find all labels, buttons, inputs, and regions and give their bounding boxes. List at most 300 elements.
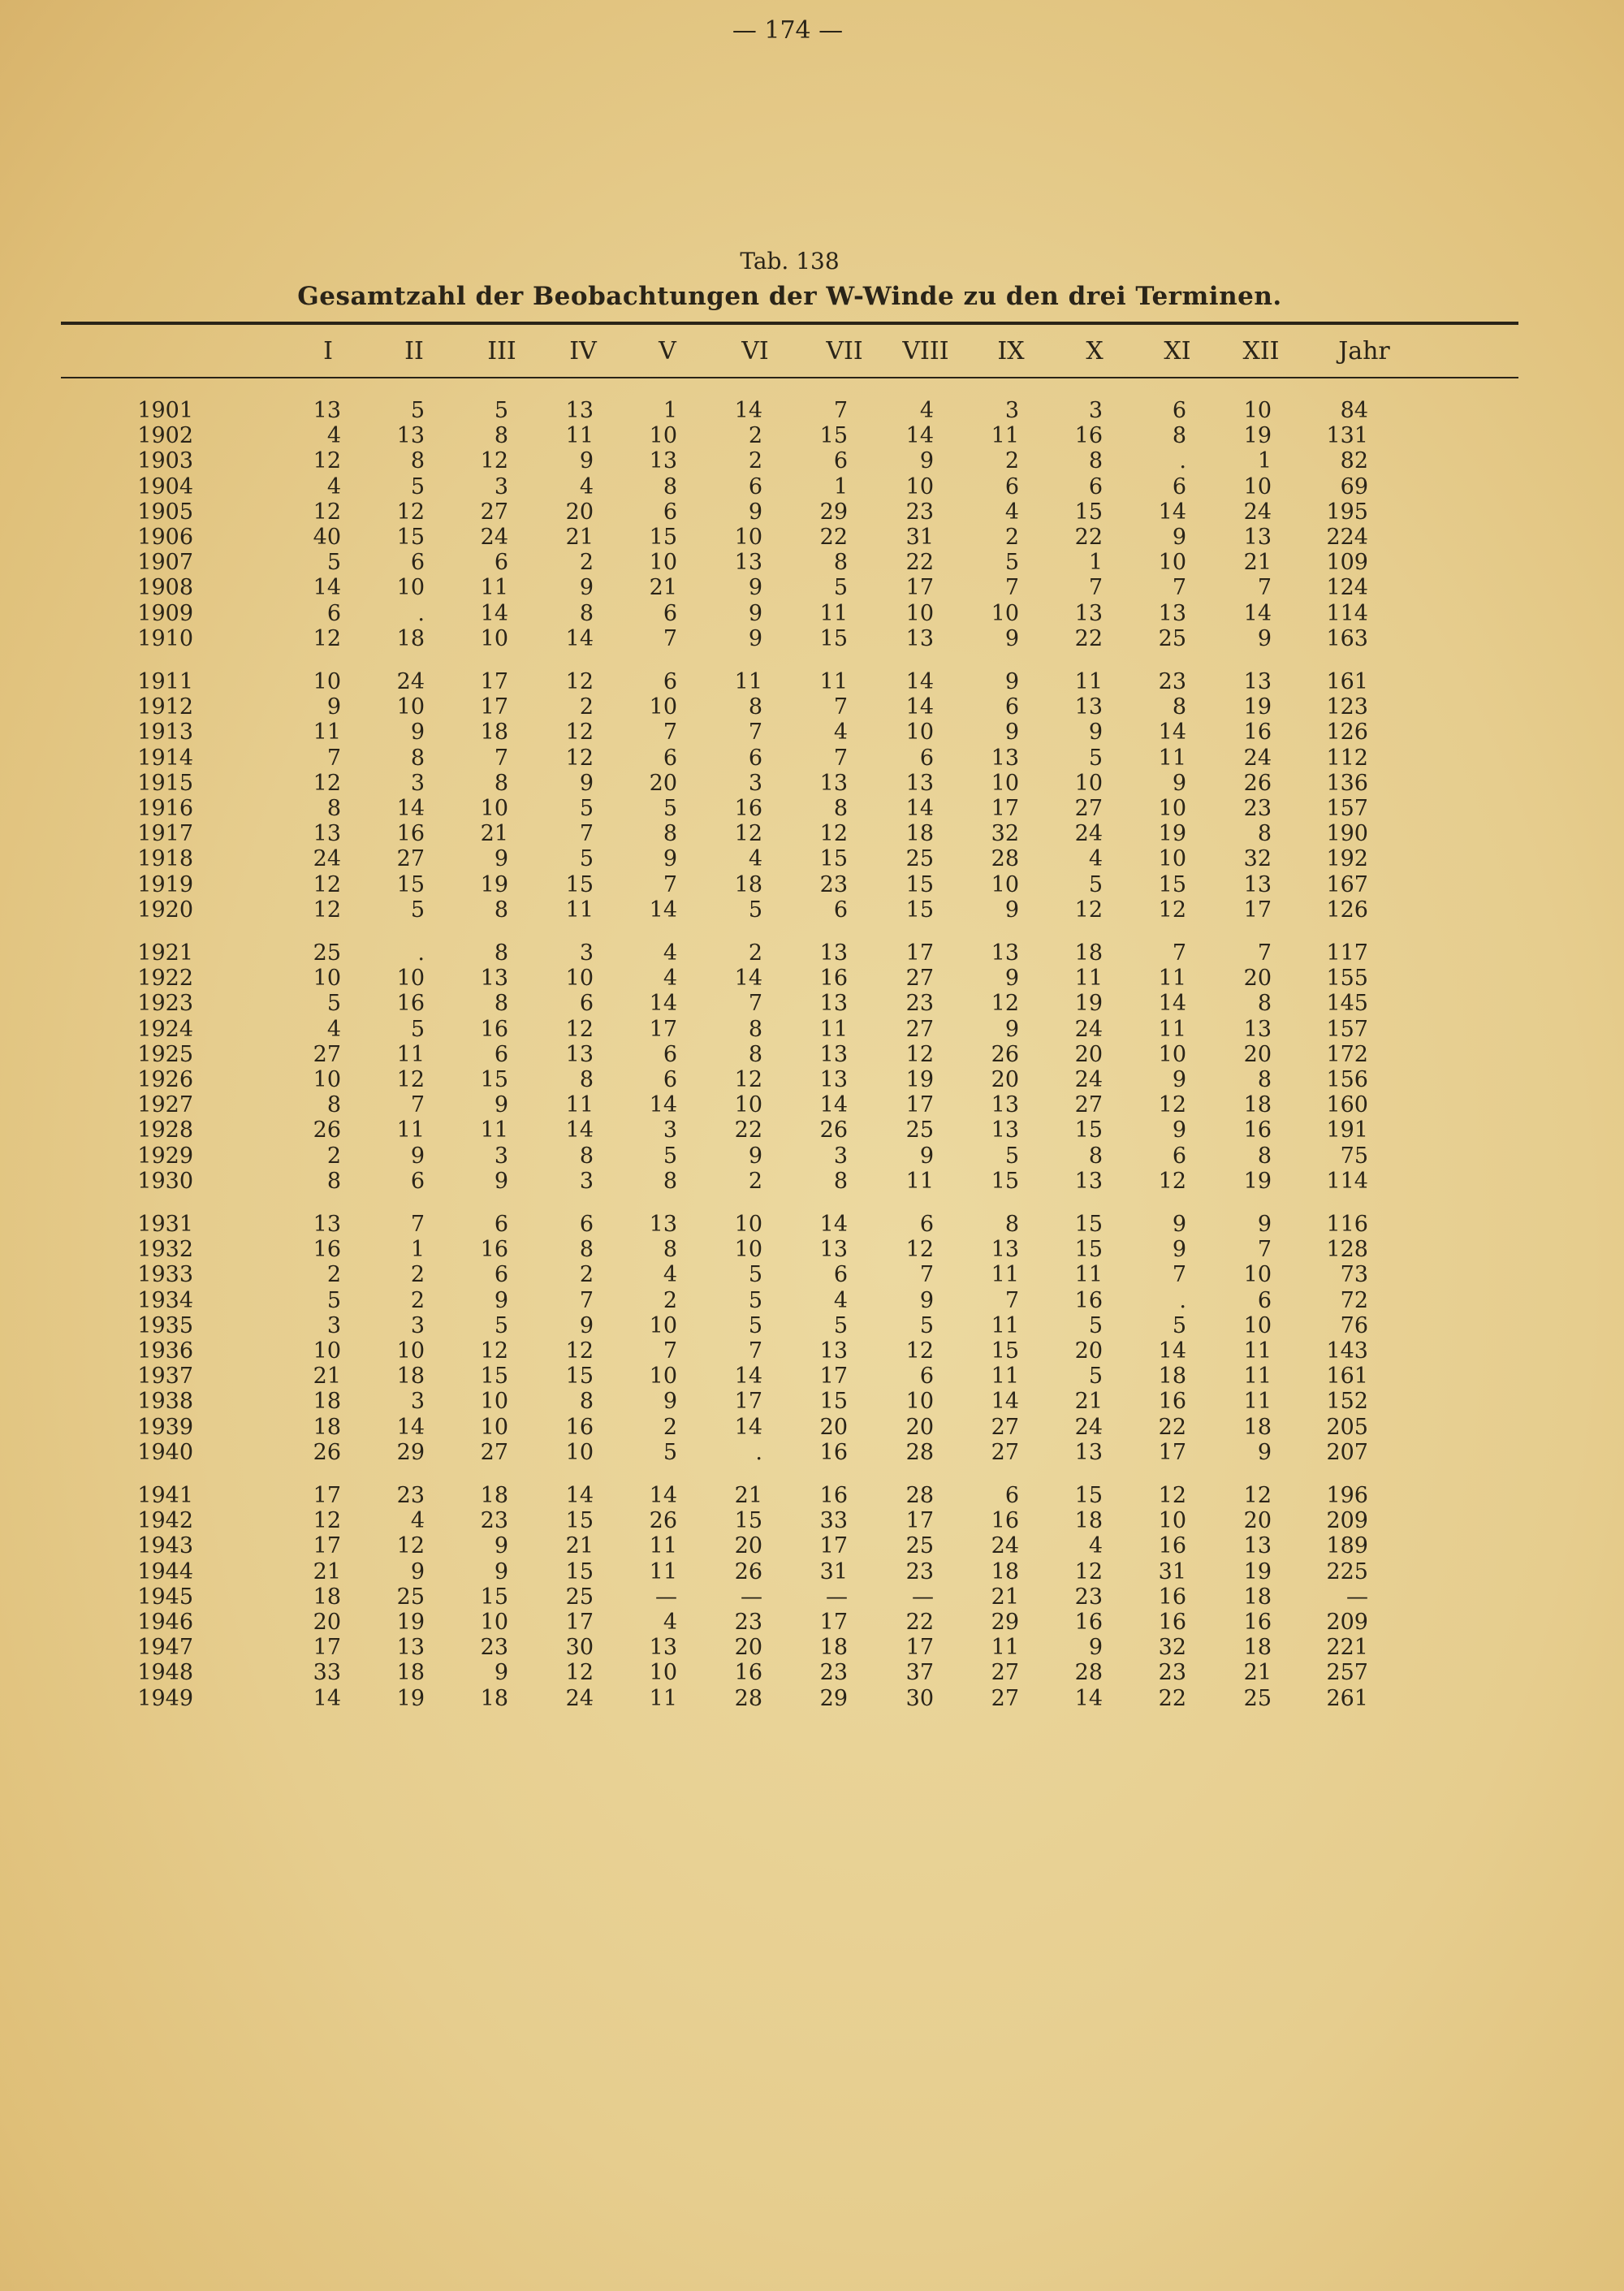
table-cell: 9 [1004,720,1019,746]
table-cell: 15 [819,846,848,872]
row-year: 1910 [137,625,193,651]
table-cell: 9 [494,1533,508,1559]
table-cell: 19 [1243,1168,1272,1194]
table-cell: 163 [1326,625,1368,651]
table-cell: 11 [565,423,594,449]
table-cell: 23 [734,1610,762,1635]
table-cell: 12 [905,1041,934,1067]
table-cell: 28 [734,1685,762,1711]
table-row [0,1212,1624,1237]
table-row [0,966,1624,991]
row-year: 1947 [137,1635,193,1661]
table-cell: . [417,940,425,966]
table-cell: 9 [1257,625,1272,651]
table-cell: 13 [1074,694,1103,720]
table-cell: 17 [313,1533,341,1559]
table-cell: 13 [819,1338,848,1364]
table-cell: 21 [565,1533,594,1559]
table-cell: 10 [313,1067,341,1092]
table-row [0,1262,1624,1287]
table-cell: 14 [905,423,934,449]
table-row [0,940,1624,966]
table-cell: 16 [565,1414,594,1440]
table-cell: 225 [1326,1558,1368,1584]
table-cell: 15 [649,525,677,550]
table-cell: 27 [396,846,425,872]
table-cell: 12 [905,1338,934,1364]
table-cell: 9 [748,1143,762,1169]
table-cell: 109 [1326,550,1368,576]
table-cell: 25 [905,1533,934,1559]
table-cell: 11 [905,1168,934,1194]
table-cell: 8 [748,1041,762,1067]
row-year: 1905 [137,499,193,525]
table-cell: 7 [579,1287,594,1313]
table-cell: 6 [663,600,677,626]
table-cell: 8 [494,991,508,1017]
table-cell: 12 [565,1660,594,1686]
row-year: 1914 [137,745,193,771]
table-cell: 12 [313,871,341,897]
table-cell: 10 [396,966,425,992]
table-cell: 15 [1074,1117,1103,1143]
table-cell: 20 [991,1067,1019,1092]
table-cell: 196 [1326,1483,1368,1508]
table-cell: 16 [819,966,848,992]
table-cell: 15 [905,871,934,897]
table-cell: 4 [1088,846,1103,872]
table-cell: 2 [579,694,594,720]
table-cell: 2 [748,1168,762,1194]
table-cell: 9 [1257,1439,1272,1465]
table-cell: 16 [1243,1117,1272,1143]
table-row [0,398,1624,423]
table-cell: 11 [991,1635,1019,1661]
table-cell: 1 [833,473,848,499]
table-cell: 17 [905,940,934,966]
table-cell: 9 [1172,1237,1186,1263]
table-cell: 14 [649,991,677,1017]
table-cell: 12 [1243,1483,1272,1508]
table-cell: 6 [663,1067,677,1092]
row-year: 1948 [137,1660,193,1686]
row-year: 1927 [137,1092,193,1118]
table-cell: 21 [734,1483,762,1508]
table-cell: 8 [1257,1143,1272,1169]
table-cell: 5 [326,550,341,576]
table-cell: 7 [748,991,762,1017]
table-cell: 195 [1326,499,1368,525]
table-cell: 27 [313,1041,341,1067]
table-cell: 15 [991,1338,1019,1364]
table-cell: 18 [1074,940,1103,966]
table-cell: 14 [480,600,508,626]
table-cell: 16 [734,796,762,821]
table-row [0,796,1624,821]
table-cell: 22 [1158,1414,1186,1440]
table-cell: 143 [1326,1338,1368,1364]
row-year: 1911 [137,669,193,694]
table-cell: 12 [480,448,508,474]
table-cell: — [655,1584,677,1610]
table-cell: 13 [1243,669,1272,694]
table-row [0,1559,1624,1584]
row-year: 1937 [137,1364,193,1390]
table-cell: 15 [1074,499,1103,525]
table-cell: 6 [326,600,341,626]
row-year: 1923 [137,991,193,1017]
table-cell: 25 [565,1584,594,1610]
table-cell: 7 [833,745,848,771]
table-cell: 16 [819,1483,848,1508]
table-cell: 8 [1257,821,1272,847]
table-cell: 156 [1326,1067,1368,1092]
table-cell: 25 [1158,625,1186,651]
table-cell: 29 [396,1439,425,1465]
table-cell: 24 [565,1685,594,1711]
table-cell: 14 [396,796,425,821]
table-cell: 11 [565,897,594,923]
table-cell: 7 [1004,575,1019,601]
table-cell: 4 [1004,499,1019,525]
table-cell: 5 [748,1287,762,1313]
table-cell: 12 [396,499,425,525]
row-year: 1925 [137,1041,193,1067]
table-cell: 5 [494,1312,508,1338]
table-cell: 11 [1074,1262,1103,1288]
table-cell: 10 [734,1212,762,1237]
table-cell: 6 [579,1212,594,1237]
table-cell: 13 [1243,871,1272,897]
table-cell: 5 [326,1287,341,1313]
table-cell: 9 [1004,966,1019,992]
table-cell: 19 [1243,694,1272,720]
table-cell: 7 [1257,940,1272,966]
table-cell: 10 [1158,846,1186,872]
table-cell: 8 [748,694,762,720]
table-cell: 16 [1158,1584,1186,1610]
table-cell: 15 [905,897,934,923]
table-cell: 9 [1004,625,1019,651]
table-cell: 5 [1088,871,1103,897]
table-cell: 10 [905,600,934,626]
table-cell: 13 [396,423,425,449]
table-cell: 9 [494,1660,508,1686]
table-cell: 12 [1158,897,1186,923]
table-cell: 10 [1158,550,1186,576]
table-cell: 136 [1326,770,1368,796]
table-cell: 3 [410,770,425,796]
table-cell: 9 [1004,897,1019,923]
table-cell: 40 [313,525,341,550]
table-cell: 20 [734,1635,762,1661]
table-cell: 191 [1326,1117,1368,1143]
table-cell: 16 [1158,1389,1186,1415]
table-cell: 16 [396,821,425,847]
table-cell: 8 [579,600,594,626]
row-year: 1938 [137,1389,193,1415]
table-cell: 9 [748,575,762,601]
table-cell: 5 [748,897,762,923]
table-cell: 152 [1326,1389,1368,1415]
table-cell: 7 [663,871,677,897]
row-year: 1920 [137,897,193,923]
table-cell: 192 [1326,846,1368,872]
row-year: 1944 [137,1558,193,1584]
table-cell: 26 [313,1439,341,1465]
table-row [0,499,1624,525]
table-cell: 13 [905,625,934,651]
table-cell: 114 [1326,1168,1368,1194]
row-year: 1941 [137,1483,193,1508]
table-cell: 10 [565,1439,594,1465]
table-cell: 7 [1172,940,1186,966]
table-cell: 4 [833,1287,848,1313]
table-cell: 10 [313,966,341,992]
table-cell: 161 [1326,669,1368,694]
table-row [0,1660,1624,1685]
table-cell: 7 [833,398,848,423]
table-cell: 25 [396,1584,425,1610]
table-cell: 14 [1158,991,1186,1017]
table-row [0,1389,1624,1414]
table-cell: 10 [313,1338,341,1364]
column-header: IV [569,337,597,365]
table-cell: 22 [734,1117,762,1143]
table-cell: 18 [313,1414,341,1440]
table-cell: 2 [410,1287,425,1313]
table-cell: 9 [748,499,762,525]
row-year: 1903 [137,448,193,474]
row-year: 1932 [137,1237,193,1263]
table-cell: 11 [649,1558,677,1584]
table-cell: 2 [663,1287,677,1313]
table-cell: 31 [905,525,934,550]
table-cell: 10 [649,423,677,449]
table-cell: 12 [313,770,341,796]
table-cell: . [1179,1287,1186,1313]
table-cell: 15 [565,871,594,897]
row-year: 1906 [137,525,193,550]
table-cell: 9 [748,625,762,651]
table-cell: 19 [396,1610,425,1635]
table-cell: 10 [649,550,677,576]
table-cell: 27 [1074,1092,1103,1118]
table-cell: 15 [396,871,425,897]
table-cell: 33 [313,1660,341,1686]
table-cell: 16 [819,1439,848,1465]
table-cell: 14 [1158,1338,1186,1364]
table-cell: 23 [396,1483,425,1508]
table-cell: 21 [649,575,677,601]
table-cell: 15 [480,1067,508,1092]
table-cell: 13 [1074,1439,1103,1465]
table-cell: 5 [410,398,425,423]
table-cell: 6 [1004,1483,1019,1508]
table-cell: 18 [1243,1414,1272,1440]
table-cell: 8 [579,1067,594,1092]
table-cell: 20 [1243,966,1272,992]
table-cell: 72 [1340,1287,1368,1313]
table-cell: 5 [410,897,425,923]
table-cell: 7 [494,745,508,771]
table-cell: 14 [905,694,934,720]
row-year: 1928 [137,1117,193,1143]
table-cell: 9 [1172,525,1186,550]
table-cell: 13 [1074,1168,1103,1194]
table-cell: 24 [1243,499,1272,525]
table-cell: 8 [579,1143,594,1169]
table-cell: 4 [663,940,677,966]
table-cell: 24 [313,846,341,872]
table-cell: 13 [991,1092,1019,1118]
table-cell: 157 [1326,1016,1368,1042]
row-year: 1934 [137,1287,193,1313]
row-year: 1901 [137,398,193,423]
table-row [0,1533,1624,1558]
table-cell: 10 [649,694,677,720]
table-cell: 6 [1004,473,1019,499]
table-cell: 1 [410,1237,425,1263]
row-year: 1930 [137,1168,193,1194]
table-row [0,550,1624,575]
table-cell: 261 [1326,1685,1368,1711]
table-cell: 4 [663,1610,677,1635]
table-cell: 14 [565,625,594,651]
table-cell: 155 [1326,966,1368,992]
column-header: VI [741,337,769,365]
table-cell: 6 [579,991,594,1017]
table-cell: 32 [1158,1635,1186,1661]
row-year: 1919 [137,871,193,897]
column-header: XII [1242,337,1280,365]
table-cell: 7 [663,1338,677,1364]
column-header: II [404,337,424,365]
table-cell: 27 [1074,796,1103,821]
table-cell: 9 [1172,1117,1186,1143]
table-cell: 18 [905,821,934,847]
table-cell: 10 [1243,1262,1272,1288]
table-row [0,525,1624,550]
row-year: 1907 [137,550,193,576]
table-cell: . [1179,448,1186,474]
table-cell: 29 [991,1610,1019,1635]
table-cell: 19 [905,1067,934,1092]
table-cell: 73 [1340,1262,1368,1288]
table-cell: 7 [1172,1262,1186,1288]
row-year: 1931 [137,1212,193,1237]
column-header: I [323,337,333,365]
table-cell: 9 [748,600,762,626]
table-cell: 21 [1074,1389,1103,1415]
table-cell: 9 [1172,1212,1186,1237]
table-cell: 13 [819,1237,848,1263]
table-cell: 4 [748,846,762,872]
table-cell: 13 [649,1212,677,1237]
table-cell: 4 [326,423,341,449]
table-cell: 23 [819,1660,848,1686]
table-cell: 2 [410,1262,425,1288]
table-cell: 13 [313,1212,341,1237]
table-cell: 9 [494,846,508,872]
table-cell: 20 [565,499,594,525]
table-cell: 22 [905,550,934,576]
table-cell: 207 [1326,1439,1368,1465]
table-cell: 10 [1158,796,1186,821]
table-cell: 6 [494,1041,508,1067]
table-cell: 18 [1074,1508,1103,1534]
table-cell: — [741,1584,762,1610]
table-row [0,771,1624,796]
table-cell: 24 [1243,745,1272,771]
table-cell: 17 [1243,897,1272,923]
table-cell: 124 [1326,575,1368,601]
table-cell: 23 [480,1508,508,1534]
table-cell: 27 [480,499,508,525]
table-row [0,872,1624,897]
table-cell: 6 [919,1212,934,1237]
table-cell: 8 [579,1389,594,1415]
table-cell: 21 [313,1558,341,1584]
table-cell: 12 [565,1338,594,1364]
row-year: 1933 [137,1262,193,1288]
table-cell: 17 [565,1610,594,1635]
table-cell: 8 [1088,1143,1103,1169]
table-cell: 8 [833,796,848,821]
table-cell: 14 [649,897,677,923]
table-row [0,694,1624,720]
table-cell: 9 [1004,669,1019,694]
table-cell: 161 [1326,1364,1368,1390]
table-cell: 17 [313,1483,341,1508]
table-cell: 6 [833,1262,848,1288]
table-cell: 12 [396,1067,425,1092]
table-cell: 16 [734,1660,762,1686]
table-cell: 11 [1074,669,1103,694]
table-cell: 10 [1243,1312,1272,1338]
table-cell: 6 [1088,473,1103,499]
table-cell: 14 [565,1117,594,1143]
table-cell: 9 [1088,720,1103,746]
table-cell: 18 [991,1558,1019,1584]
table-cell: 11 [396,1041,425,1067]
table-cell: 11 [649,1685,677,1711]
table-cell: 24 [1074,821,1103,847]
table-cell: 11 [991,1262,1019,1288]
table-cell: 15 [1074,1237,1103,1263]
table-cell: 15 [565,1364,594,1390]
table-cell: 5 [1088,745,1103,771]
table-cell: 16 [396,991,425,1017]
table-cell: 3 [579,940,594,966]
table-row [0,423,1624,448]
column-header: Jahr [1338,337,1390,365]
table-cell: 10 [905,473,934,499]
table-cell: 18 [819,1635,848,1661]
table-cell: 2 [579,1262,594,1288]
table-cell: 13 [396,1635,425,1661]
table-cell: 20 [1243,1041,1272,1067]
table-cell: 8 [663,1168,677,1194]
row-year: 1935 [137,1312,193,1338]
table-cell: 8 [410,745,425,771]
table-cell: 17 [734,1389,762,1415]
table-row [0,1143,1624,1169]
table-cell: 9 [410,1558,425,1584]
table-cell: 5 [663,1143,677,1169]
table-cell: 3 [494,473,508,499]
table-cell: 15 [819,625,848,651]
